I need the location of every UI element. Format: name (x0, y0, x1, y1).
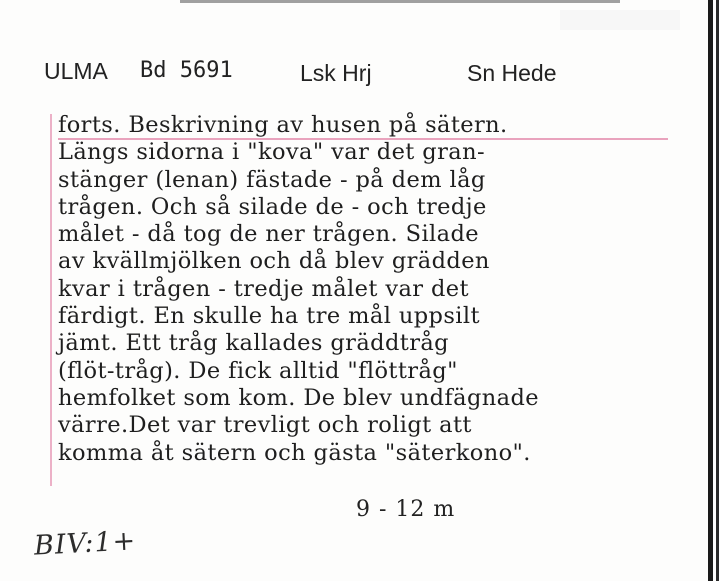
text-line: kvar i trågen - tredje målet var det (58, 275, 469, 302)
handwritten-shelfmark: BIV:1+ (33, 525, 137, 562)
text-line: Längs sidorna i "kova" var det gran- (58, 139, 485, 166)
landskap-label: Lsk Hrj (300, 60, 372, 86)
text-line: trågen. Och så silade de - och tredje (58, 193, 487, 220)
socken-label: Sn Hede (467, 60, 557, 86)
page-range: 9 - 12 m (356, 497, 456, 522)
archive-code: ULMA (44, 58, 108, 84)
text-line: hemfolket som kom. De blev undfägnade (58, 384, 539, 411)
text-line: av kvällmjölken och då blev grädden (58, 248, 490, 275)
margin-rule (50, 114, 52, 486)
text-line: jämt. Ett tråg kallades gräddtråg (58, 330, 449, 357)
text-line: forts. Beskrivning av husen på sätern. (58, 112, 508, 138)
text-line: komma åt sätern och gästa "säterkono". (58, 439, 531, 466)
text-line: målet - då tog de ner trågen. Silade (58, 221, 479, 248)
volume-number: Bd 5691 (140, 58, 233, 83)
top-edge-rule (180, 0, 620, 3)
text-line: (flöt-tråg). De fick alltid "flöttråg" (58, 357, 458, 384)
text-line: värre.Det var trevligt och roligt att (58, 412, 472, 439)
card-header (0, 58, 719, 94)
text-line: färdigt. En skulle ha tre mål uppsilt (58, 303, 480, 330)
paper-smudge (560, 10, 680, 30)
text-line: stänger (lenan) fästade - på dem låg (58, 166, 486, 193)
transcript-text (58, 112, 698, 467)
